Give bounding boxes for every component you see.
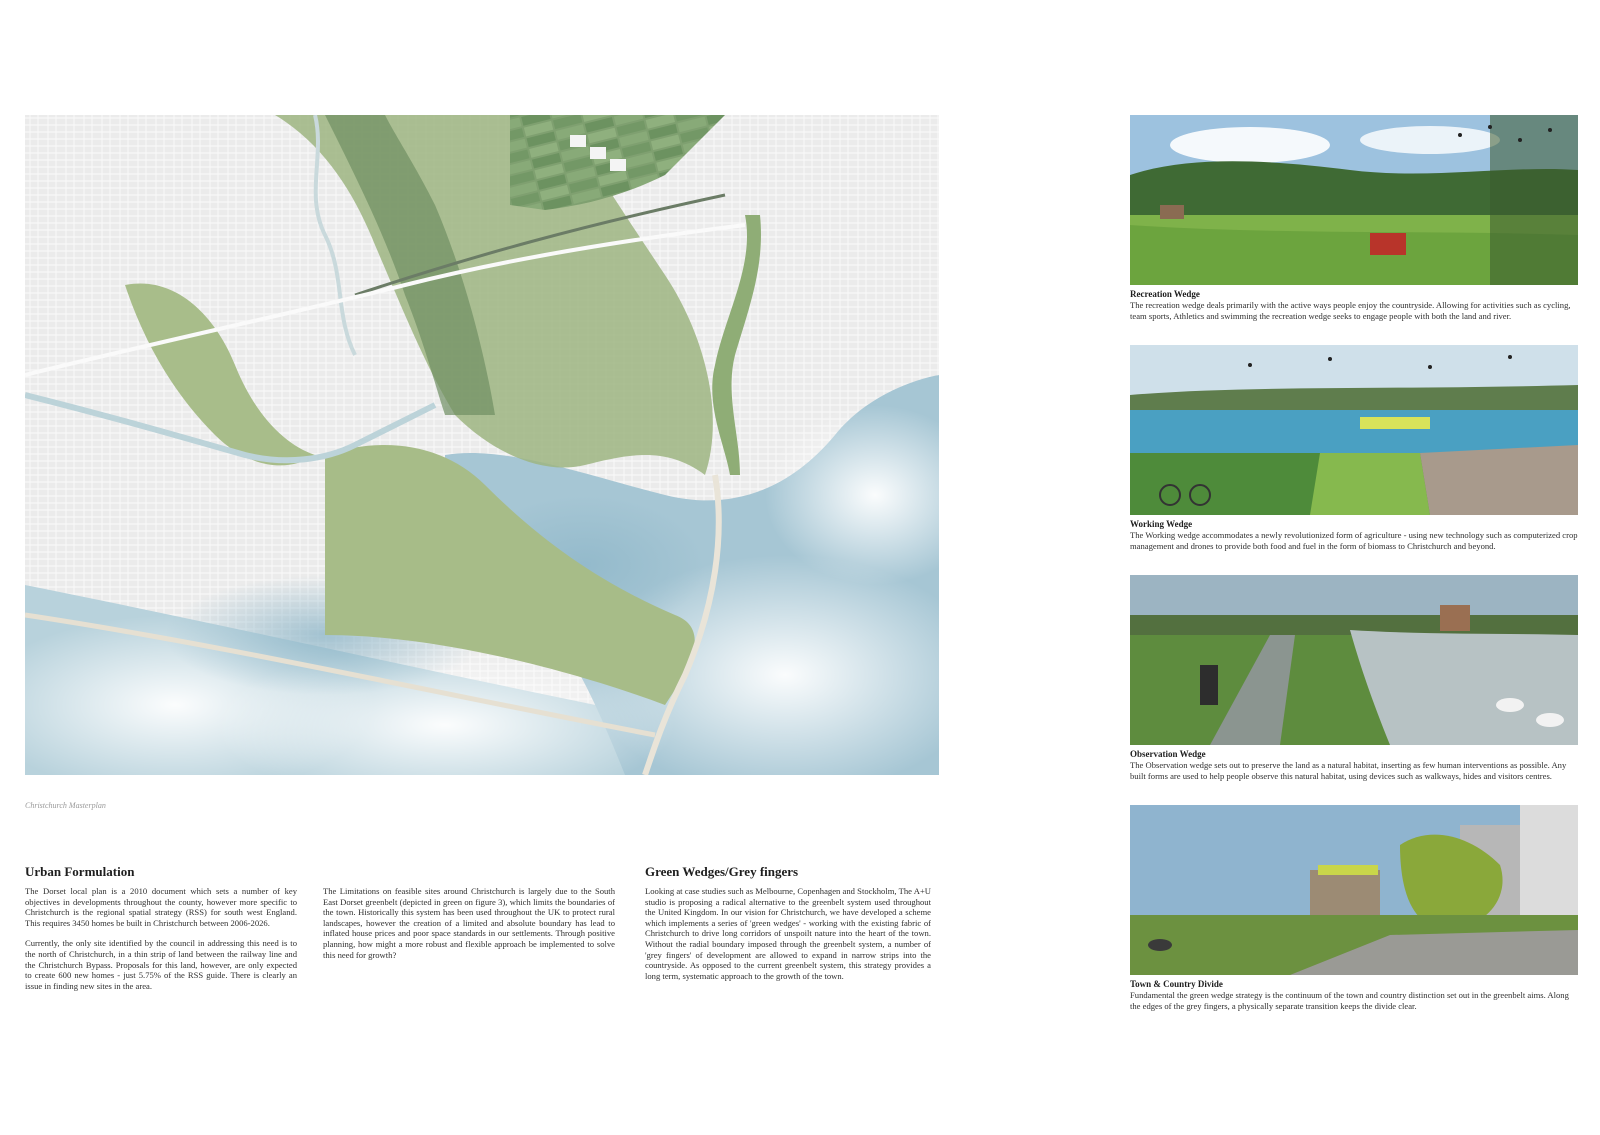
urban-formulation-paragraph-3: The Limitations on feasible sites around Christchurch is largely due to the South East Dorset greenbelt (depicted in green on figure 3), which limits the boundaries of the town. Historically this system has been used throughout the UK to protect rural landscapes, however the creation of a limited and absolute boundary has lead to inflated house prices and poor space standards in our settlements. Through positive planning, how might a more robust and flexible approach be implemented to solve this need for growth? xyxy=(323,886,615,960)
working-wedge-title: Working Wedge xyxy=(1130,519,1193,529)
urban-formulation-col2 xyxy=(323,886,615,970)
observation-wedge-image xyxy=(1130,575,1578,745)
recreation-wedge-image xyxy=(1130,115,1578,285)
urban-formulation-paragraph-1: The Dorset local plan is a 2010 document which sets a number of key objectives in developments throughout the county, however more specific to Christchurch is the regional spatial strategy (RSS) for south west England. This requires 3450 homes be built in Christchurch between 2006-2026. xyxy=(25,886,297,928)
urban-formulation-col1 xyxy=(25,886,297,1001)
map-caption: Christchurch Masterplan xyxy=(25,801,106,810)
town-country-divide-description: Fundamental the green wedge strategy is the continuum of the town and country distinction set out in the greenbelt aims. Along the edges of the grey fingers, a physically separate transition keeps the divide clear. xyxy=(1130,990,1569,1011)
observation-wedge-description: The Observation wedge sets out to preserve the land as a natural habitat, inserting as few human interventions as possible. Any built forms are used to help people observe this natural habitat, using devices such as walkways, hides and visitors centres. xyxy=(1130,760,1567,781)
town-country-divide-title: Town & Country Divide xyxy=(1130,979,1223,989)
recreation-wedge-title: Recreation Wedge xyxy=(1130,289,1200,299)
urban-formulation-paragraph-2: Currently, the only site identified by the council in addressing this need is to the north of Christchurch, in a thin strip of land between the railway line and the Christchurch Bypass. Proposals for this land, however, are only expected to create 600 new homes - just 5.75% of the RSS guide. There is clearly an issue in finding new sites in the area. xyxy=(25,938,297,991)
recreation-wedge-description: The recreation wedge deals primarily with the active ways people enjoy the countryside. Allowing for activities such as cycling, team sports, Athletics and swimming the recreation wedge seeks to engage people with both the land and river. xyxy=(1130,300,1571,321)
christchurch-masterplan-map xyxy=(25,115,939,775)
observation-wedge-title: Observation Wedge xyxy=(1130,749,1206,759)
urban-formulation-heading: Urban Formulation xyxy=(25,864,135,879)
town-country-divide-image xyxy=(1130,805,1578,975)
green-wedges-heading: Green Wedges/Grey fingers xyxy=(645,864,799,879)
green-wedges-body xyxy=(645,886,931,991)
green-wedges-paragraph: Looking at case studies such as Melbourne, Copenhagen and Stockholm, The A+U studio is proposing a radical alternative to the greenbelt system used throughout the United Kingdom. In our vision for Christchurch, we have developed a scheme which implements a series of 'green wedges' - working with the existing fabric of Christchurch to drive long corridors of unspoilt nature into the heart of the town. Without the radial boundary imposed through the greenbelt system, a number of 'grey fingers' of development are allowed to expand in narrow strips into the countryside. As opposed to the current greenbelt system, this strategy provides a long term, systematic approach to the growth of the town. xyxy=(645,886,931,981)
working-wedge-image xyxy=(1130,345,1578,515)
working-wedge-description: The Working wedge accommodates a newly revolutionized form of agriculture - using new technology such as computerized crop management and drones to provide both food and fuel in the form of biomass to Christchurch and beyond. xyxy=(1130,530,1578,551)
